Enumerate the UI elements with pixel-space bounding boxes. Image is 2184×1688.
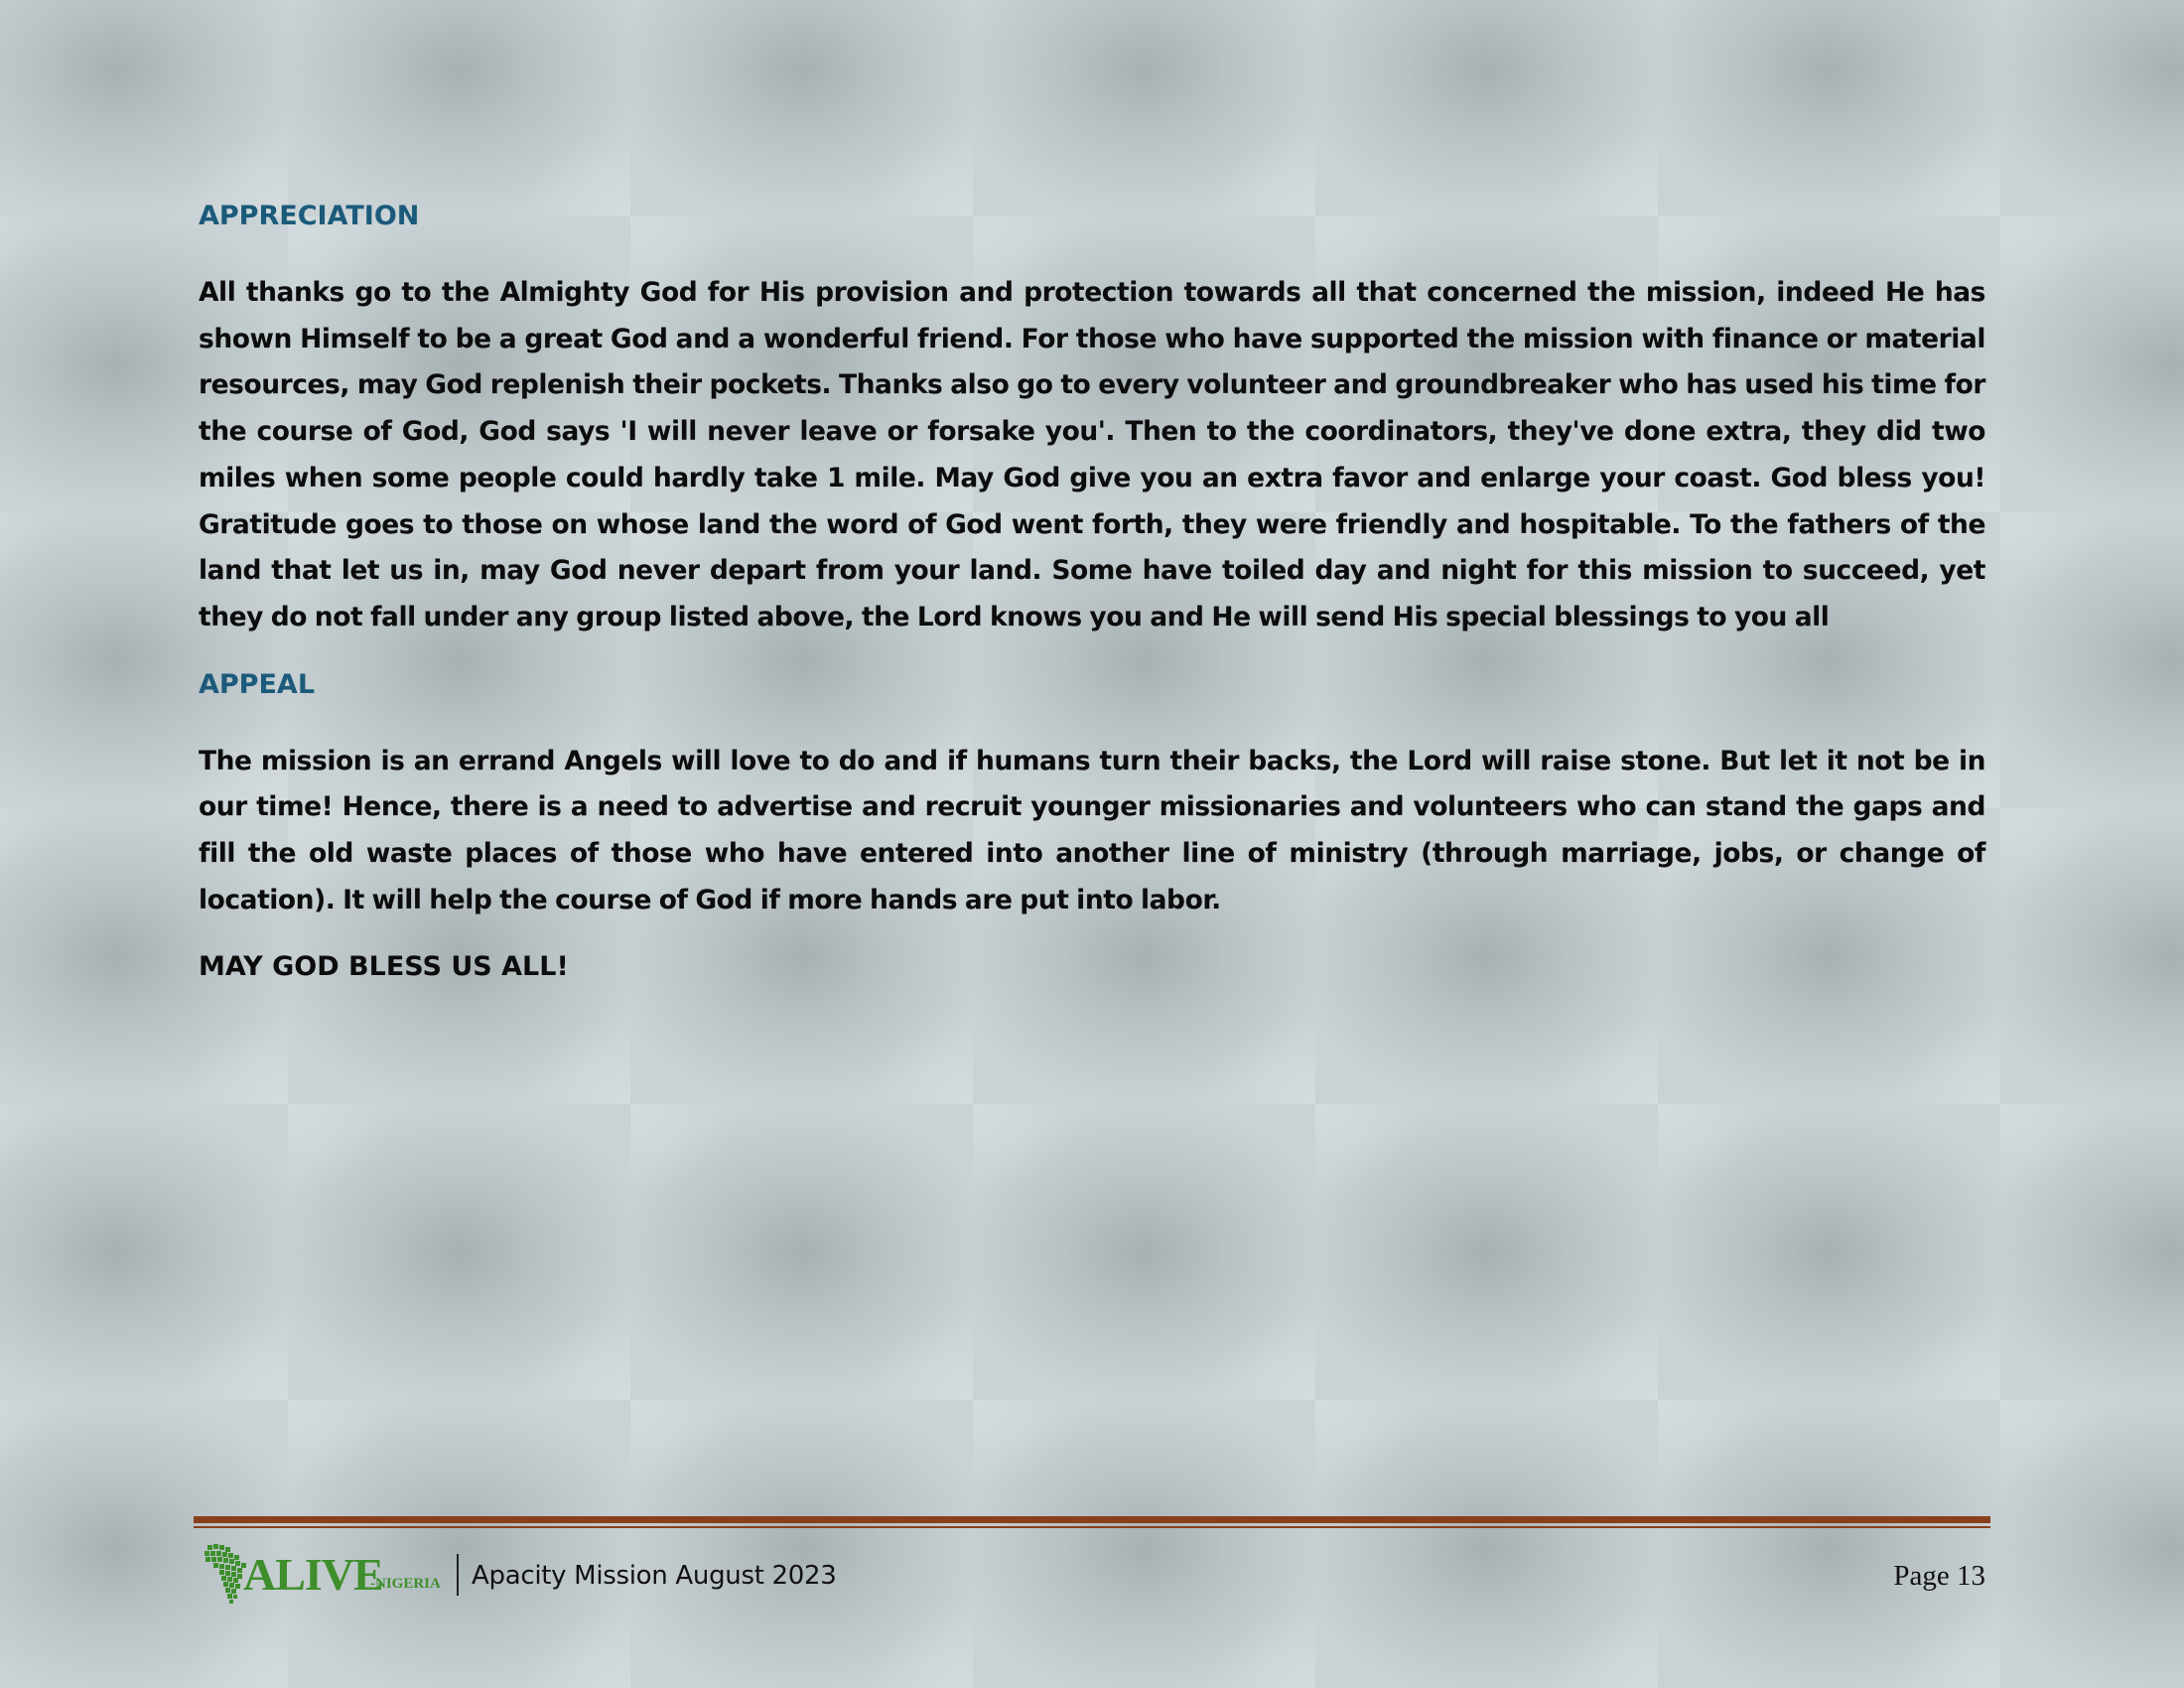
appreciation-paragraph: All thanks go to the Almighty God for His provision and protection towards all that concerned the mission, indeed He has shown Himself to be a great God and a wonderful friend. For those who have supported the mission with finance or material resources, may God replenish their pockets. Thanks also go to every volunteer and groundbreaker who has used his time for the course of God, God says 'I will never leave or forsake you'. Then to the coordinators, they've done extra, they did two miles when some people could hardly take 1 mile. May God give you an extra favor and enlarge your coast. God bless you! Gratitude goes to those on whose land the word of God went forth, they were friendly and hospitable. To the fathers of the land that let us in, may God never depart from your land. Some have toiled day and night for this mission to succeed, yet they do not fall under any group listed above, the Lord knows you and He will send His special blessings to you all	[199, 277, 1985, 633]
appeal-paragraph: The mission is an errand Angels will love to do and if humans turn their backs, the Lord will raise stone. But let it not be in our time! Hence, there is a need to advertise and recruit younger missionaries and volunteers who can stand the gaps and fill the old waste places of those who have entered into another line of ministry (through marriage, jobs, or change of location). It will help the course of God if more hands are put into labor.	[199, 745, 1985, 915]
footer-divider-thin	[194, 1526, 1990, 1528]
alive-nigeria-logo	[204, 1541, 454, 1605]
footer-separator	[457, 1554, 459, 1596]
page-content	[199, 199, 1985, 985]
footer-divider-thick	[194, 1516, 1990, 1523]
logo-subtext: -NIGERIA	[370, 1576, 441, 1592]
logo-wordmark: ALIVE	[243, 1549, 383, 1600]
page-footer	[204, 1539, 1985, 1609]
appreciation-heading: APPRECIATION	[199, 201, 420, 231]
page-number: Page 13	[1893, 1560, 1985, 1592]
closing-blessing: MAY GOD BLESS US ALL!	[199, 951, 569, 983]
footer-document-title: Apacity Mission August 2023	[472, 1561, 837, 1591]
appeal-heading: APPEAL	[199, 668, 316, 700]
